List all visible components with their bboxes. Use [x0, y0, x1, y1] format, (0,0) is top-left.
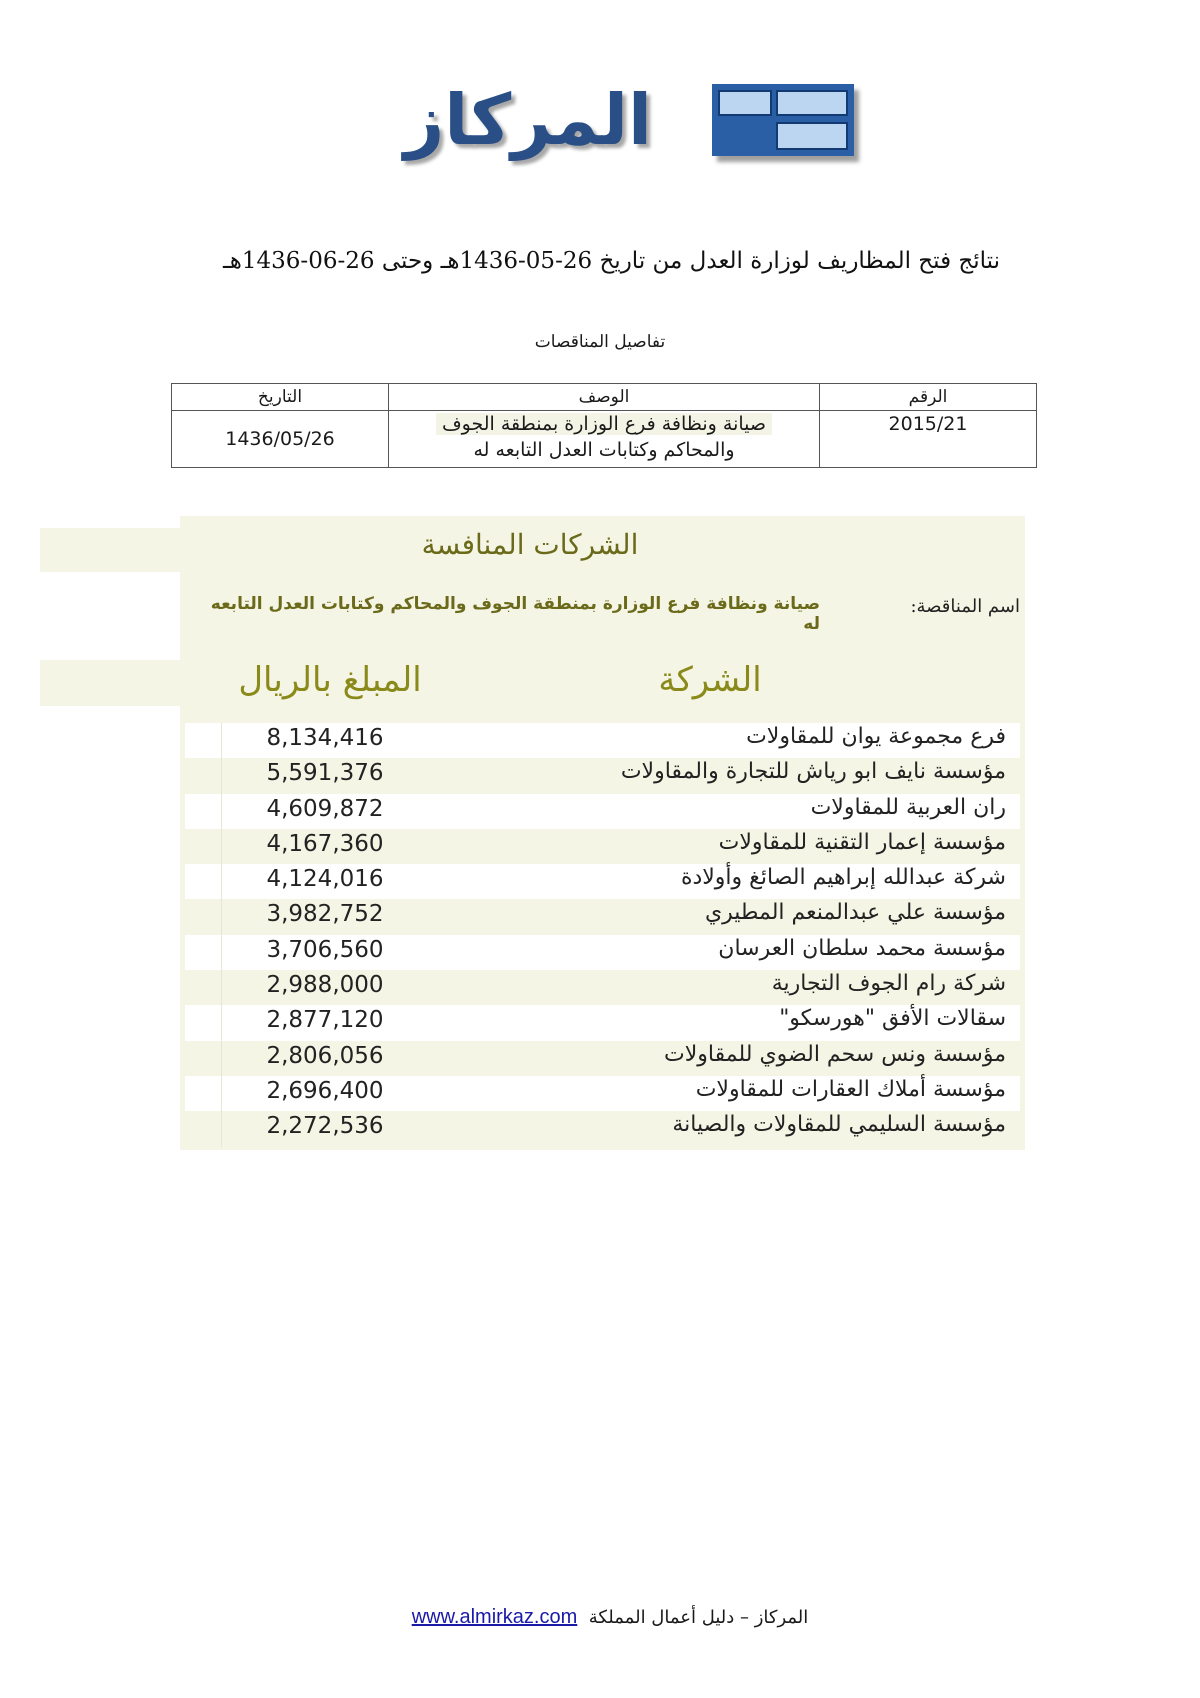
bid-amount: 2,272,536	[266, 1113, 384, 1140]
bid-amount: 4,167,360	[266, 830, 384, 857]
list-item	[185, 1076, 1020, 1111]
bid-amount: 2,877,120	[266, 1007, 384, 1034]
company-name: شركة عبدالله إبراهيم الصائغ وأولادة	[680, 865, 1006, 891]
company-name: شركة رام الجوف التجارية	[771, 971, 1006, 997]
table-header-row	[172, 384, 1037, 411]
bid-amount: 4,609,872	[266, 795, 384, 822]
header-description: الوصف	[389, 384, 820, 411]
company-name: مؤسسة السليمي للمقاولات والصيانة	[672, 1112, 1006, 1138]
tender-date: 1436/05/26	[172, 411, 389, 468]
company-name: مؤسسة أملاك العقارات للمقاولات	[695, 1076, 1006, 1102]
company-name: ران العربية للمقاولات	[810, 794, 1006, 820]
list-item	[185, 970, 1020, 1005]
grid-window-icon	[712, 84, 854, 156]
footer-tagline: المركاز – دليل أعمال المملكة	[588, 1607, 809, 1628]
company-name: مؤسسة علي عبدالمنعم المطيري	[704, 900, 1006, 926]
competitors-list	[185, 723, 1020, 1147]
column-header-company: الشركة	[658, 660, 762, 700]
logo-wordmark: المركاز	[403, 79, 653, 161]
list-item	[185, 1111, 1020, 1146]
list-item	[185, 723, 1020, 758]
tender-name-label: اسم المناقصة:	[910, 596, 1020, 617]
column-header-amount: المبلغ بالريال	[238, 660, 422, 700]
decorative-band	[40, 660, 180, 706]
footer-website-link[interactable]: www.almirkaz.com	[411, 1606, 578, 1628]
list-item	[185, 794, 1020, 829]
page-title: نتائج فتح المظاريف لوزارة العدل من تاريخ 26-05-1436هـ وحتى 26-06-1436هـ	[222, 248, 1000, 274]
section-subtitle: تفاصيل المناقصات	[534, 332, 666, 352]
header-number: الرقم	[820, 384, 1037, 411]
header-date: التاريخ	[172, 384, 389, 411]
bid-amount: 2,988,000	[266, 972, 384, 999]
company-name: سقالات الأفق "هورسكو"	[779, 1006, 1006, 1032]
bid-amount: 2,806,056	[266, 1042, 384, 1069]
company-name: مؤسسة محمد سلطان العرسان	[718, 935, 1006, 961]
list-item	[185, 1005, 1020, 1040]
list-item	[185, 935, 1020, 970]
company-name: مؤسسة إعمار التقنية للمقاولات	[718, 829, 1006, 855]
footer	[380, 1606, 840, 1629]
description-line-2: والمحاكم وكتابات العدل التابعه له	[473, 439, 735, 461]
company-name: فرع مجموعة يوان للمقاولات	[746, 724, 1006, 749]
company-name: مؤسسة نايف ابو رياش للتجارة والمقاولات	[620, 759, 1006, 785]
company-name: مؤسسة ونس سحم الضوي للمقاولات	[664, 1041, 1006, 1067]
bid-amount: 3,706,560	[266, 936, 384, 963]
bid-amount: 5,591,376	[266, 760, 384, 787]
bid-amount: 4,124,016	[266, 866, 384, 893]
competitors-title: الشركات المنافسة	[421, 528, 639, 561]
table-row	[172, 411, 1037, 468]
list-item	[185, 899, 1020, 934]
tender-number: 2015/21	[820, 411, 1037, 468]
list-item	[185, 758, 1020, 793]
bid-amount: 8,134,416	[266, 725, 384, 751]
list-item	[185, 864, 1020, 899]
list-item	[185, 829, 1020, 864]
list-item	[185, 1041, 1020, 1076]
bid-amount: 3,982,752	[266, 901, 384, 928]
tender-description	[389, 411, 820, 468]
description-line-1: صيانة ونظافة فرع الوزارة بمنطقة الجوف	[436, 413, 772, 435]
decorative-band	[40, 528, 180, 572]
tender-details-table	[171, 383, 1037, 468]
tender-name-value: صيانة ونظافة فرع الوزارة بمنطقة الجوف والمحاكم وكتابات العدل التابعه له	[210, 594, 820, 634]
bid-amount: 2,696,400	[266, 1077, 384, 1104]
brand-logo	[368, 80, 868, 160]
